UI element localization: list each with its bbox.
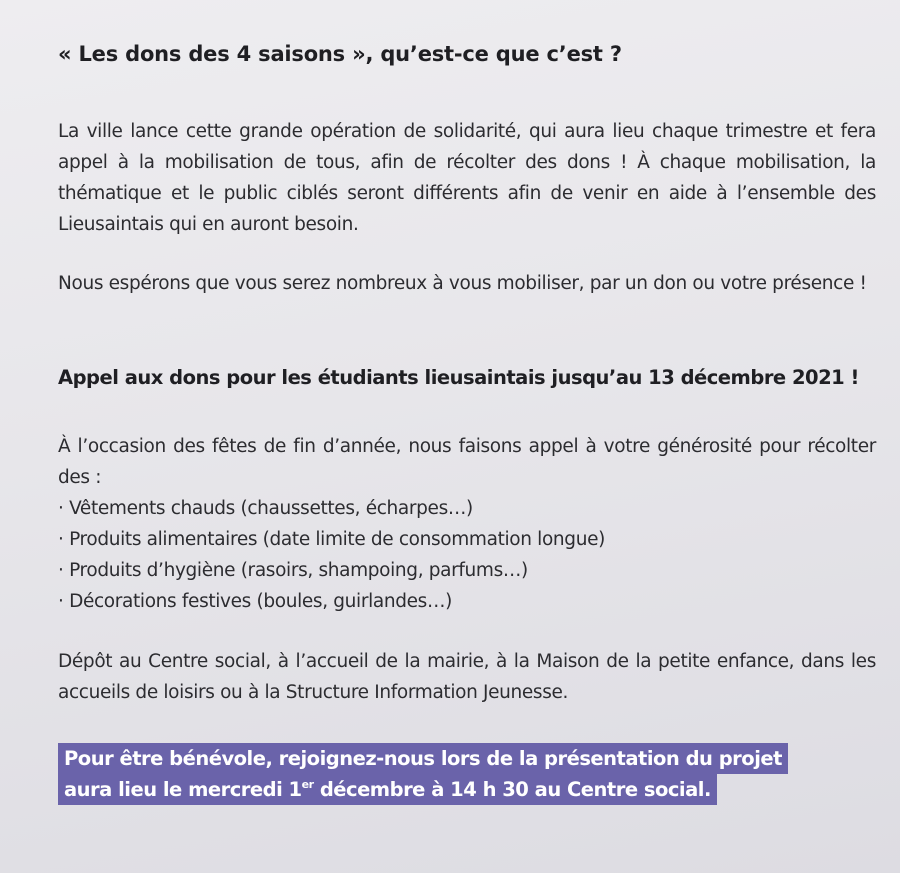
drop-off-paragraph: Dépôt au Centre social, à l’accueil de la mairie, à la Maison de la petite enfance, dans les accueils de loisirs ou à la Structure Information Jeunesse. <box>58 651 876 703</box>
list-item: · Décorations festives (boules, guirlandes…) <box>58 586 605 617</box>
hope-paragraph: Nous espérons que vous serez nombreux à vous mobiliser, par un don ou votre présence ! <box>58 273 867 294</box>
list-item: · Produits d’hygiène (rasoirs, shampoing, parfums…) <box>58 555 605 586</box>
volunteer-banner-line1: Pour être bénévole, rejoignez-nous lors de la présentation du projet <box>58 743 788 774</box>
list-item: · Vêtements chauds (chaussettes, écharpes…) <box>58 493 605 524</box>
appeal-paragraph: À l’occasion des fêtes de fin d’année, nous faisons appel à votre générosité pour récolter des : <box>58 436 876 488</box>
list-item: · Produits alimentaires (date limite de consommation longue) <box>58 524 605 555</box>
document-title: « Les dons des 4 saisons », qu’est-ce que c’est ? <box>58 42 622 66</box>
banner-line2-end: décembre à 14 h 30 au Centre social. <box>313 778 711 801</box>
intro-paragraph: La ville lance cette grande opération de solidarité, qui aura lieu chaque trimestre et fera appel à la mobilisation de tous, afin de récolter des dons ! À chaque mobilisation, la thématique et le public ciblés seront différents afin de venir en aide à l’ensemble des Lieusaintais qui en auront besoin. <box>58 121 876 235</box>
donation-appeal-heading: Appel aux dons pour les étudiants lieusaintais jusqu’au 13 décembre 2021 ! <box>58 366 859 389</box>
donation-items-list <box>58 493 605 617</box>
banner-superscript: er <box>301 778 314 791</box>
volunteer-banner-line2 <box>58 774 717 805</box>
volunteer-banner <box>58 743 820 805</box>
banner-line2-start: aura lieu le mercredi 1 <box>64 778 302 801</box>
